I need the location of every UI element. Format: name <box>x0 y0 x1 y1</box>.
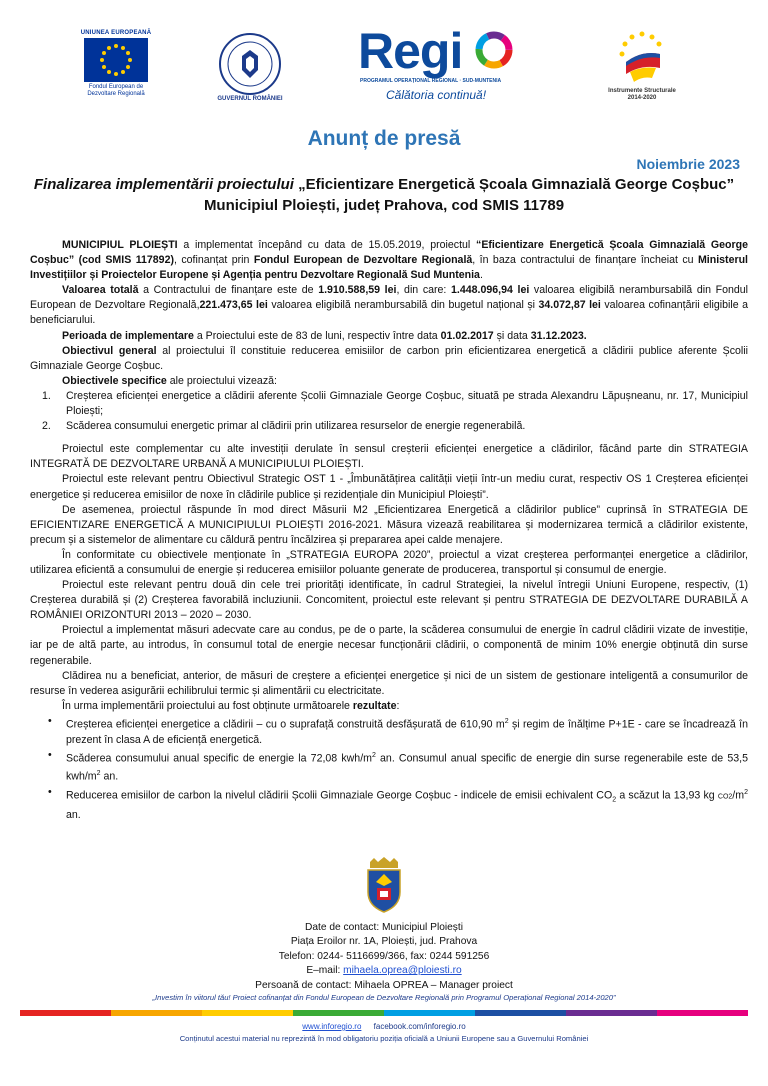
paragraph-period: Perioada de implementare a Proiectului este de 83 de luni, respectiv între data 01.02.2017 și data 31.12.2023. <box>62 329 587 342</box>
paragraph-prior-state: Clădirea nu a beneficiat, anterior, de măsuri de creștere a eficienței energetice și nici de un sistem de gestionare inteligentă a consumurilor de resurse în vederea asigurării echilibrului termic și alimentării cu electricitate. <box>30 669 748 697</box>
heading-project: „Eficientizare Energetică Școala Gimnazială George Coșbuc” <box>298 176 735 193</box>
heading-line2: Municipiul Ploiești, județ Prahova, cod SMIS 11789 <box>203 197 565 214</box>
contact-block <box>0 921 768 993</box>
paragraph-priorities: Proiectul este relevant pentru două din cele trei priorități identificate, în cadrul Strategiei, la nivelul întregii Uniuni Europene, respectiv, (1) Creșterea durabilă și (2) Creșterea favorabilă incluziunii. Concomitent, proiectul este relevant și pentru STRATEGIA DE DEZVOLTARE DURABILĂ A ROMÂNIEI ORIZONTURI 2013 – 2020 – 2030. <box>30 579 748 622</box>
structural-instruments-label <box>596 88 688 102</box>
structural-instruments-logo <box>596 26 688 110</box>
paragraph-europa-2020: În conformitate cu obiectivele menționate în „STRATEGIA EUROPA 2020”, proiectul a vizat creșterea performanței energetice a clădirilor, utilizarea eficientă a consumului de energie și reducerea emisiilor poluante generate de producerea, transportul și consumul de energie. <box>30 548 748 576</box>
heading-lead: Finalizarea implementării proiectului <box>33 176 294 193</box>
footer-links <box>0 1022 768 1031</box>
government-label: GUVERNUL ROMÂNIEI <box>217 96 283 102</box>
contact-line-phone: Telefon: 0244- 5116699/366, fax: 0244 591256 <box>278 950 490 962</box>
is-line2: 2014-2020 <box>627 95 657 101</box>
ploiesti-coat-of-arms-icon <box>362 856 406 914</box>
paragraph-intro: MUNICIPIUL PLOIEȘTI a implementat începând cu data de 15.05.2019, proiectul “Eficientizare Energetică Școala Gimnazială George Coșbuc” (cod SMIS 117892), cofinanțat prin Fondul European de Dezvoltare Regională, în baza contractului de finanțare încheiat cu Ministerul Investițiilor și Proiectelor Europene și Agenția pentru Dezvoltare Regională Sud Muntenia. <box>30 239 749 282</box>
list-item: 2. Scăderea consumului energetic primar al clădirii prin utilizarea resurselor de energie regenerabilă. <box>42 420 526 433</box>
project-heading <box>30 174 738 216</box>
eu-label: UNIUNEA EUROPEANĂ <box>80 30 152 36</box>
result-item: • Reducerea emisiilor de carbon la nivelul clădirii Școlii Gimnaziale George Coșbuc - indicele de emisii echivalent $CO_2$ a scăzut la 13,93 kg $CO2/m^2$ an. <box>48 785 748 821</box>
eu-flag-icon <box>84 38 148 82</box>
facebook-link[interactable]: facebook.com/inforegio.ro <box>373 1022 466 1031</box>
website-link[interactable]: www.inforegio.ro <box>302 1022 362 1031</box>
is-line1: Instrumente Structurale <box>608 88 676 94</box>
government-seal-icon <box>218 32 282 96</box>
eu-fund-line1: Fondul European de <box>88 84 144 90</box>
regio-wordmark: Regi <box>358 23 463 79</box>
paragraph-complementary: Proiectul este complementar cu alte investiții derulate în sensul creșterii eficienței energetice a clădirilor, făcând parte din STRATEGIA INTEGRATĂ DE DEZVOLTARE URBANĂ A MUNICIPIULUI PLOIEȘTI. <box>30 443 748 471</box>
contact-line-person: Persoană de contact: Mihaela OPREA – Manager proiect <box>255 979 513 991</box>
press-date: Noiembrie 2023 <box>636 156 740 172</box>
list-item: 1. Creșterea eficienței energetice a clădirii aferente Școlii Gimnaziale George Coșbuc, situată pe strada Alexandru Lăpușneanu, nr. 17, Municipiul Ploiești; <box>42 389 748 418</box>
structural-instruments-icon <box>612 28 672 88</box>
footer-motto: „Investim în viitorul tău! Proiect cofinanțat din Fondul European de Dezvoltare Regională prin Programul Operațional Regional 2014-2020” <box>152 993 616 1002</box>
paragraph-measures: Proiectul a implementat măsuri adecvate care au condus, pe de o parte, la scăderea consumului de energie în cadrul clădirii vizate de investiție, iar pe de altă parte, au introdus, în consumul total de energie necesar funcționării clădirii, o componentă de minim 10% energie obținută din surse regenerabile. <box>30 624 748 667</box>
paragraph-results-intro: În urma implementării proiectului au fost obținute următoarele rezultate: <box>62 699 400 712</box>
paragraph-general-objective: Obiectivul general al proiectului îl constituie reducerea emisiilor de carbon prin eficientizarea energetică a clădirii publice aferente Școlii Gimnaziale George Coșbuc. <box>30 344 748 372</box>
paragraph-ost1: Proiectul este relevant pentru Obiectivul Strategic OST 1 - „Îmbunătățirea calității vieții într-un mediu curat, respectiv OS 1 Creșterea eficienței energetice și reducerea emisiilor de noxe în clădirile publice și rezidențiale din Municipiul Ploiești”. <box>30 473 748 501</box>
logo-bar <box>0 23 768 110</box>
paragraph-specific-objectives: Obiectivele specifice ale proiectului vizează: <box>62 374 277 387</box>
email-link[interactable]: mihaela.oprea@ploiesti.ro <box>343 965 462 977</box>
regio-tagline: Călătoria continuă! <box>386 88 487 102</box>
result-item: • Scăderea consumului anual specific de energie la 72,08 kwh/$m^2$ an. Consumul anual specific de energie din surse regenerabile este de 53,5 kwh/$m^2$ an. <box>48 748 748 783</box>
contact-line-address: Piața Eroilor nr. 1A, Ploiești, jud. Prahova <box>290 936 478 948</box>
regio-o-ring-icon <box>474 30 514 70</box>
eu-logo <box>72 30 160 98</box>
page-title: Anunț de presă <box>307 127 461 150</box>
paragraph-m2: De asemenea, proiectul răspunde în mod direct Măsurii M2 „Eficientizarea Energetică a clădirilor publice” cuprinsă în STRATEGIA DE EFICIENTIZARE ENERGETICĂ A MUNICIPIULUI PLOIEȘTI 2016-2021. Măsura vizează reabilitarea și modernizarea termică a clădirilor existente, precum și a sistemelor de alimentare cu căldură pentru încălzirea și prepararea apei calde menajere. <box>30 503 748 546</box>
result-item: • Creșterea eficienței energetice a clădirii – cu o suprafață construită desfășurată de 610,90 $m^2$ și regim de înălțime P+1E - care se încadrează în prezent în clasa A de eficiență energetică. <box>48 714 748 746</box>
press-body <box>30 238 748 823</box>
regio-program-label: PROGRAMUL OPERAȚIONAL REGIONAL · SUD-MUNTENIA <box>360 78 502 84</box>
contact-line-entity: Date de contact: Municipiul Ploiești <box>305 922 463 933</box>
footer-disclaimer: Conținutul acestui material nu reprezintă în mod obligatoriu poziția oficială a Uniunii Europene sau a Guvernului României <box>179 1034 589 1043</box>
color-stripe <box>20 1010 748 1016</box>
eu-fund-line2: Dezvoltare Regională <box>87 91 145 97</box>
paragraph-value: Valoarea totală a Contractului de finanțare este de 1.910.588,59 lei, din care: 1.448.096,94 lei valoarea eligibilă nerambursabilă din Fondul European de Dezvoltare Regională,221.473,65 lei valoarea eligibilă nerambursabilă din bugetul național și 34.072,87 lei valoarea cofinanțării eligibile a beneficiarului. <box>30 284 749 327</box>
regio-logo <box>356 23 526 110</box>
contact-line-email: E–mail: mihaela.oprea@ploiesti.ro <box>306 965 462 977</box>
